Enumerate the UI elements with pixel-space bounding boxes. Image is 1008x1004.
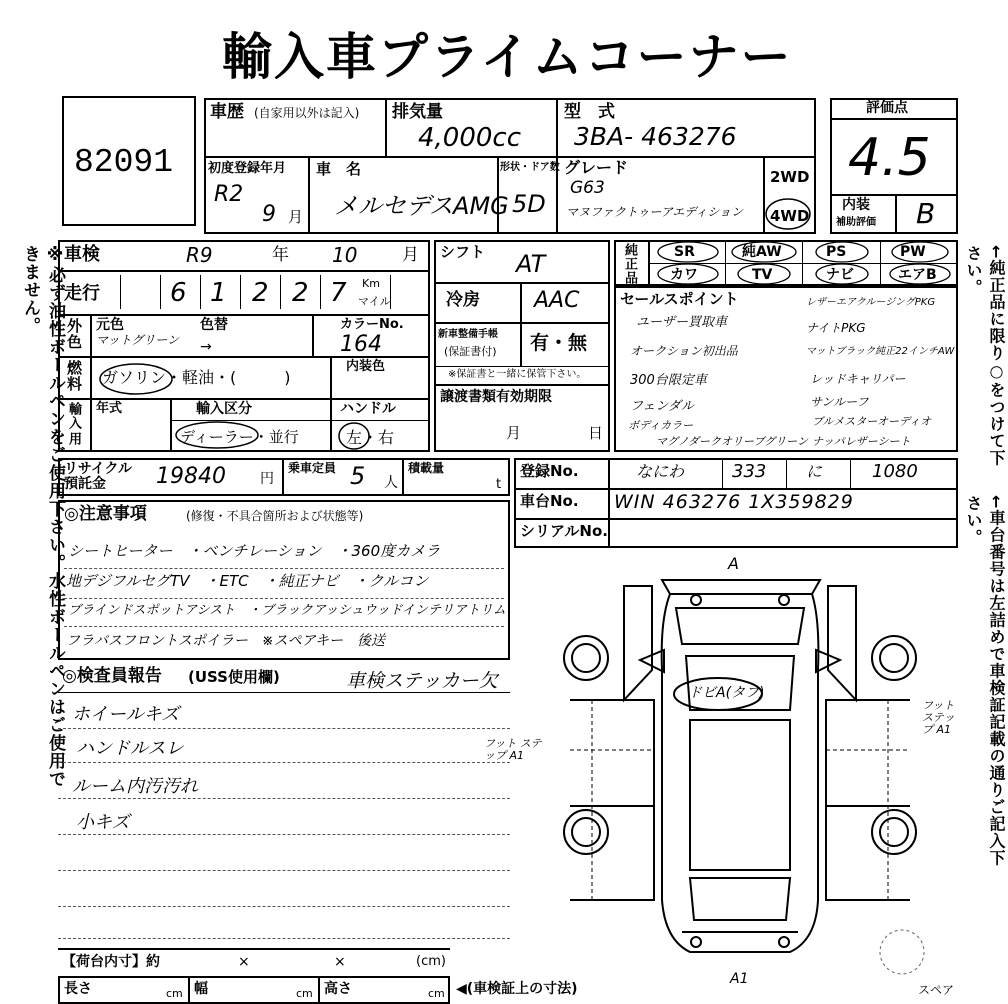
chassis-value: WIN 463276 1X359829	[614, 491, 854, 513]
import-label: 輸入	[66, 402, 81, 430]
genuine-item-tv: TV	[752, 267, 773, 283]
mileage-unit-mile: マイル	[358, 295, 391, 308]
shaken-label: 車検	[64, 244, 100, 265]
sales-point-right-5: サンルーフ	[810, 395, 869, 409]
inspector-line-3: ルーム内汚汚れ	[72, 776, 198, 797]
note-line-1: シートヒーター ・ベンチレーション ・360度カメラ	[68, 542, 441, 560]
sales-point-right-4: レッドキャリパー	[810, 372, 906, 386]
displacement-label: 排気量	[392, 102, 443, 122]
right-side-note-chassis: ←車台番号は左詰めで車検証記載の通りご記入下さい。	[964, 495, 1006, 867]
genuine-circles	[648, 240, 958, 286]
diagram-right-step: フット ステップ A1	[922, 699, 955, 737]
serial-label: シリアルNo.	[520, 522, 608, 540]
interior-label: 内装	[842, 197, 870, 213]
displacement-value: 4,000cc	[418, 123, 522, 153]
handle-value: 左・右	[346, 428, 395, 447]
model-year-label: 年式	[96, 401, 123, 416]
sales-point-right-3: マットブラック純正22インチAW	[806, 346, 955, 357]
interior-color-label: 内装色	[346, 359, 386, 374]
inspector-line-4: 小キズ	[76, 812, 130, 833]
genuine-item-navi: ナビ	[826, 267, 854, 283]
sales-point-left-3: 300台限定車	[630, 373, 707, 388]
reg-kana: に	[806, 462, 823, 481]
interior-value: B	[916, 197, 936, 230]
notes-sub: (修復・不具合箇所および状態等)	[186, 509, 364, 523]
recycle-unit: 円	[260, 471, 274, 487]
recycle-label: リサイクル預託金	[64, 461, 133, 493]
inspector-headline: 車検ステッカー欠	[346, 670, 498, 692]
inspector-line-2: ハンドルスレ	[76, 738, 184, 759]
spare-label: スペア	[918, 983, 955, 997]
diagram-bottom-mark: A1	[730, 971, 749, 987]
inspector-title: ◎検査員報告	[62, 666, 162, 686]
grade-label: グレード	[564, 158, 629, 177]
mileage-digit-1: 6	[170, 278, 187, 308]
car-name-label: 車 名	[316, 160, 362, 178]
color-no-label: カラーNo.	[340, 317, 404, 332]
manual-note: ※保証書と一緒に保管下さい。	[448, 369, 587, 380]
mileage-digit-3: 2	[252, 278, 269, 308]
shaken-month: 10	[332, 243, 358, 267]
grade-value: G63	[570, 178, 605, 198]
orig-color-value: マットグリーン	[96, 333, 180, 347]
page-title: 輸入車プライムコーナー	[222, 28, 793, 86]
fuel-gasoline-circle	[96, 360, 176, 398]
model-label: 型 式	[564, 102, 615, 122]
diagram-top-mark: A	[728, 554, 739, 573]
cargo-note: ◀(車検証上の寸法)	[456, 981, 578, 997]
cargo-x2: ×	[334, 954, 346, 970]
sales-point-right-2: ナイトPKG	[806, 321, 866, 335]
model-value: 3BA- 463276	[574, 122, 737, 151]
inspector-sub: (USS使用欄)	[188, 668, 280, 686]
cargo-x1: ×	[238, 954, 250, 970]
orig-color-label: 元色	[96, 317, 124, 333]
ac-label: 冷房	[446, 290, 480, 310]
reg-label: 登録No.	[520, 462, 579, 480]
cargo-title: 【荷台内寸】約	[62, 954, 160, 970]
reg-class: 333	[732, 461, 767, 482]
note-line-2: 地デジフルセグTV ・ETC ・純正ナビ ・クルコン	[66, 572, 429, 590]
import-class-value: ディーラー・並行	[180, 428, 299, 446]
sales-point-right-1: レザーエアクルージングPKG	[806, 297, 936, 308]
note-line-3: ブラインドスポットアシスト ・ブラックアッシュウッドインテリアトリム	[68, 603, 506, 618]
fuel-label: 燃料	[65, 360, 83, 392]
cargo-length-label: 長さ	[64, 981, 92, 997]
drive-4wd-circle	[762, 196, 814, 232]
manual-label: 新車整備手帳	[438, 329, 498, 340]
capacity-value: 5	[350, 462, 366, 490]
load-label: 積載量	[408, 461, 445, 475]
genuine-item-ps: PS	[826, 244, 847, 260]
reg-city: なにわ	[636, 462, 685, 481]
import-label-use: 用	[66, 432, 81, 446]
cargo-dims-grid	[58, 976, 450, 1004]
capacity-label: 乗車定員	[288, 461, 337, 475]
repaint-arrow: →	[200, 339, 212, 355]
sales-point-right-7: ナッパレザーシート	[812, 435, 911, 448]
notes-title: ◎注意事項	[64, 504, 147, 524]
chassis-label: 車台No.	[520, 492, 579, 510]
car-name-value: メルセデスAMG	[334, 192, 509, 220]
color-no-value: 164	[340, 332, 382, 357]
history-sub: (自家用以外は記入)	[254, 106, 360, 120]
sales-point-left-5: ボディカラー	[628, 419, 694, 432]
sales-point-left-2: オークション初出品	[630, 344, 738, 358]
shift-value: AT	[516, 250, 546, 278]
drive-2wd: 2WD	[770, 168, 810, 186]
reg-number: 1080	[872, 461, 918, 482]
recycle-value: 19840	[156, 464, 226, 489]
mileage-digit-4: 2	[292, 278, 309, 308]
genuine-item-pw: PW	[900, 244, 926, 260]
note-line-4: フラバスフロントスポイラー ※スペアキー 後送	[66, 633, 386, 649]
diagram-left-step: フット ステップ A1	[484, 737, 542, 763]
interior-sub: 補助評価	[836, 217, 876, 228]
shaken-month-unit: 月	[402, 245, 419, 265]
sales-point-left-1: ユーザー買取車	[636, 315, 728, 330]
first-reg-year: R2	[214, 182, 244, 207]
transfer-day: 日	[588, 424, 604, 442]
fuel-options: ガソリン・軽油・( )	[102, 368, 291, 387]
grade-sub: マヌファクトゥーアエディション	[566, 205, 744, 219]
genuine-item-sr: SR	[674, 244, 695, 260]
cargo-length-cm: cm	[166, 987, 183, 1000]
shaken-value: R9	[186, 243, 213, 267]
car-condition-diagram	[540, 560, 960, 970]
mileage-label: 走行	[64, 283, 100, 304]
shaken-year-unit: 年	[272, 245, 289, 265]
sales-point-left-4: フェンダル	[630, 399, 694, 414]
first-reg-month: 9	[262, 202, 276, 227]
transfer-label: 譲渡書類有効期限	[440, 389, 552, 405]
load-unit: t	[496, 477, 502, 492]
mileage-digit-5: 7	[330, 278, 347, 308]
genuine-item-aw: 純AW	[742, 244, 782, 260]
mileage-unit-km: Km	[362, 277, 380, 290]
mileage-digit-2: 1	[210, 278, 227, 308]
doors-value: 5D	[512, 190, 546, 218]
transfer-month: 月	[506, 424, 522, 442]
genuine-item-airbag: エアB	[898, 267, 937, 283]
exterior-label: 外色	[65, 318, 83, 350]
cargo-width-label: 幅	[194, 981, 208, 997]
repaint-label: 色替	[200, 317, 228, 333]
doors-label: 形状・ドア数	[500, 162, 560, 173]
first-reg-month-unit: 月	[288, 208, 304, 226]
import-class-label: 輸入区分	[196, 401, 252, 417]
shift-label: シフト	[440, 243, 486, 261]
genuine-label: 純正品	[622, 243, 637, 285]
capacity-unit: 人	[384, 475, 398, 491]
handle-label: ハンドル	[340, 401, 396, 417]
manual-value: 有・無	[530, 332, 588, 354]
score-label: 評価点	[866, 100, 908, 116]
right-side-note-genuine: ←純正品に限り○をつけて下さい。	[964, 245, 1006, 467]
drive-4wd: 4WD	[770, 207, 810, 225]
cargo-unit: (cm)	[416, 954, 446, 969]
import-dealer-circle	[172, 418, 262, 452]
diagram-roof-note: ドビA(タフ)	[688, 685, 765, 701]
manual-sub: (保証書付)	[444, 345, 497, 358]
sales-point-right-6: ブルメスターオーディオ	[812, 415, 932, 428]
lot-number-box	[62, 96, 196, 226]
ac-value: AAC	[534, 288, 580, 313]
score-value: 4.5	[848, 128, 931, 188]
inspector-line-1: ホイールキズ	[72, 704, 180, 725]
handle-left-circle	[336, 420, 372, 452]
first-reg-label: 初度登録年月	[208, 161, 287, 176]
cargo-height-cm: cm	[428, 987, 445, 1000]
sales-point-left-6: マグノダークオリーブグリーン	[656, 435, 808, 448]
cargo-width-cm: cm	[296, 987, 313, 1000]
left-side-note: ※必ず油性ボールペンをご使用下さい。水性ボールペンはご使用できません。	[20, 245, 65, 788]
history-label: 車歴	[210, 102, 244, 122]
cargo-height-label: 高さ	[324, 981, 352, 997]
genuine-item-leather: カワ	[670, 267, 698, 283]
lot-number: 82091	[74, 144, 174, 181]
sales-points-label: セールスポイント	[620, 290, 739, 308]
